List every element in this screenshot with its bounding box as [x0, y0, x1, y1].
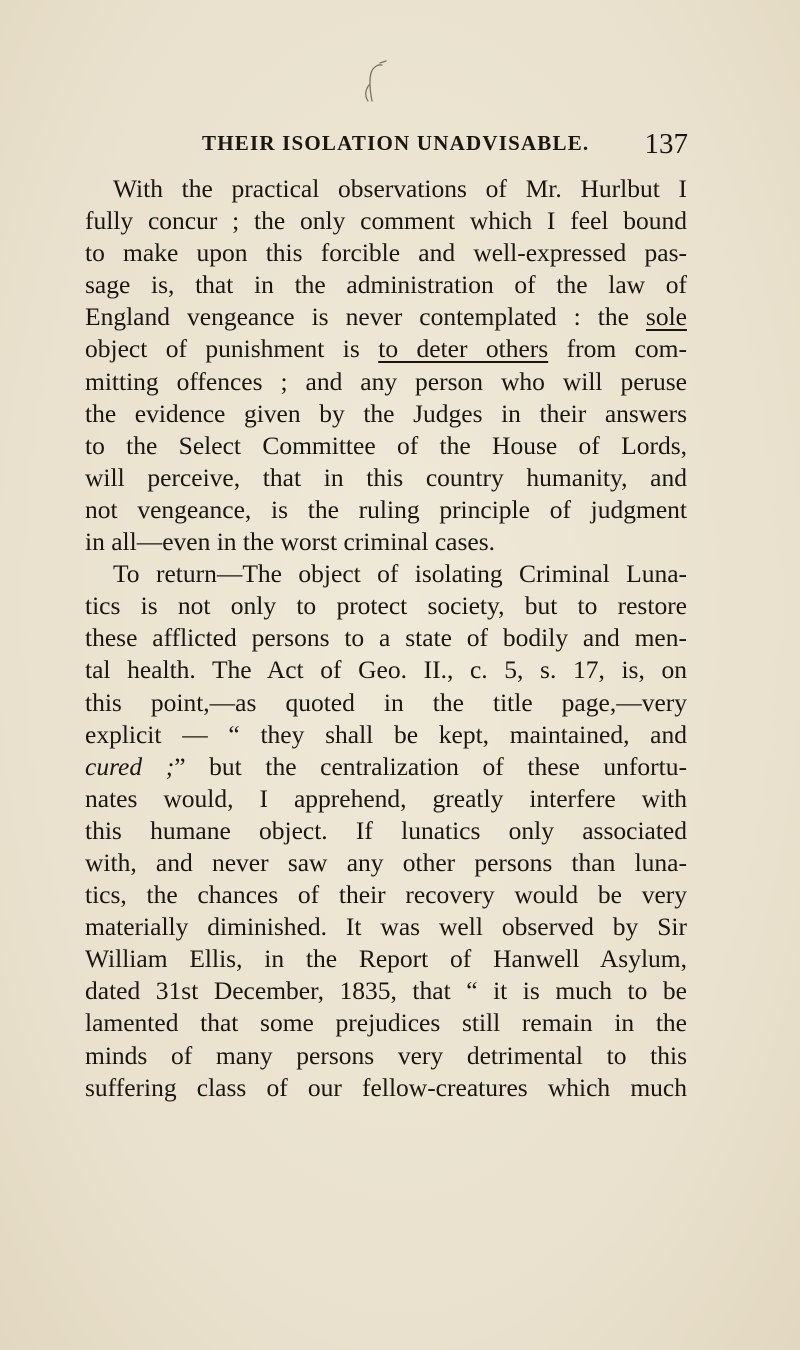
text-segment: object of punishment is [85, 334, 379, 364]
text-line: these afflicted persons to a state of bodily and men- [85, 623, 687, 653]
text-line: tics, the chances of their recovery would be very [85, 880, 687, 910]
underlined-word: sole [645, 302, 687, 332]
text-line: nates would, I apprehend, greatly interfere with [85, 783, 687, 813]
text-line: will perceive, that in this country humanity, and [85, 462, 687, 492]
text-line: tics is not only to protect society, but to restore [85, 591, 687, 621]
text-line: materially diminished. It was well observed by Sir [85, 912, 687, 942]
text-line: with, and never saw any other persons than luna- [85, 847, 687, 877]
text-segment: from com- [548, 334, 687, 364]
underlined-phrase: to deter others [378, 334, 549, 364]
text-line: this humane object. If lunatics only associated [85, 815, 687, 845]
italic-word: cured ; [85, 751, 175, 781]
page-number: 137 [644, 128, 688, 160]
text-line: not vengeance, is the ruling principle of judgment [85, 494, 687, 524]
text-line: minds of many persons very detrimental to this [85, 1040, 687, 1070]
page-header [202, 128, 688, 162]
text-line: to make upon this forcible and well-expressed pas- [85, 238, 687, 268]
text-line: sage is, that in the administration of the law of [85, 270, 687, 300]
text-line: explicit — “ they shall be kept, maintained, and [85, 719, 687, 749]
text-segment: ” but the centralization of these unfortu- [174, 751, 687, 781]
running-head: THEIR ISOLATION UNADVISABLE. [202, 131, 590, 155]
text-line: suffering class of our fellow-creatures which much [85, 1072, 687, 1102]
text-line: To return—The object of isolating Criminal Luna- [113, 559, 687, 589]
text-line: lamented that some prejudices still remain in the [85, 1008, 687, 1038]
pencil-mark-icon [300, 55, 420, 110]
text-line [85, 301, 687, 333]
text-line: fully concur ; the only comment which I feel bound [85, 206, 687, 236]
text-line: William Ellis, in the Report of Hanwell Asylum, [85, 944, 687, 974]
text-segment: England vengeance is never contemplated : the [85, 302, 646, 332]
text-line: dated 31st December, 1835, that “ it is much to be [85, 976, 687, 1006]
text-line: tal health. The Act of Geo. II., c. 5, s. 17, is, on [85, 655, 687, 685]
text-line: this point,—as quoted in the title page,—very [85, 687, 687, 717]
text-line [85, 751, 687, 783]
text-line: to the Select Committee of the House of Lords, [85, 430, 687, 460]
body-text [85, 173, 687, 1104]
text-line [85, 333, 687, 365]
text-line: the evidence given by the Judges in their answers [85, 398, 687, 428]
text-line: mitting offences ; and any person who will peruse [85, 366, 687, 396]
text-line: in all—even in the worst criminal cases. [85, 527, 496, 557]
text-line: With the practical observations of Mr. Hurlbut I [113, 174, 687, 203]
